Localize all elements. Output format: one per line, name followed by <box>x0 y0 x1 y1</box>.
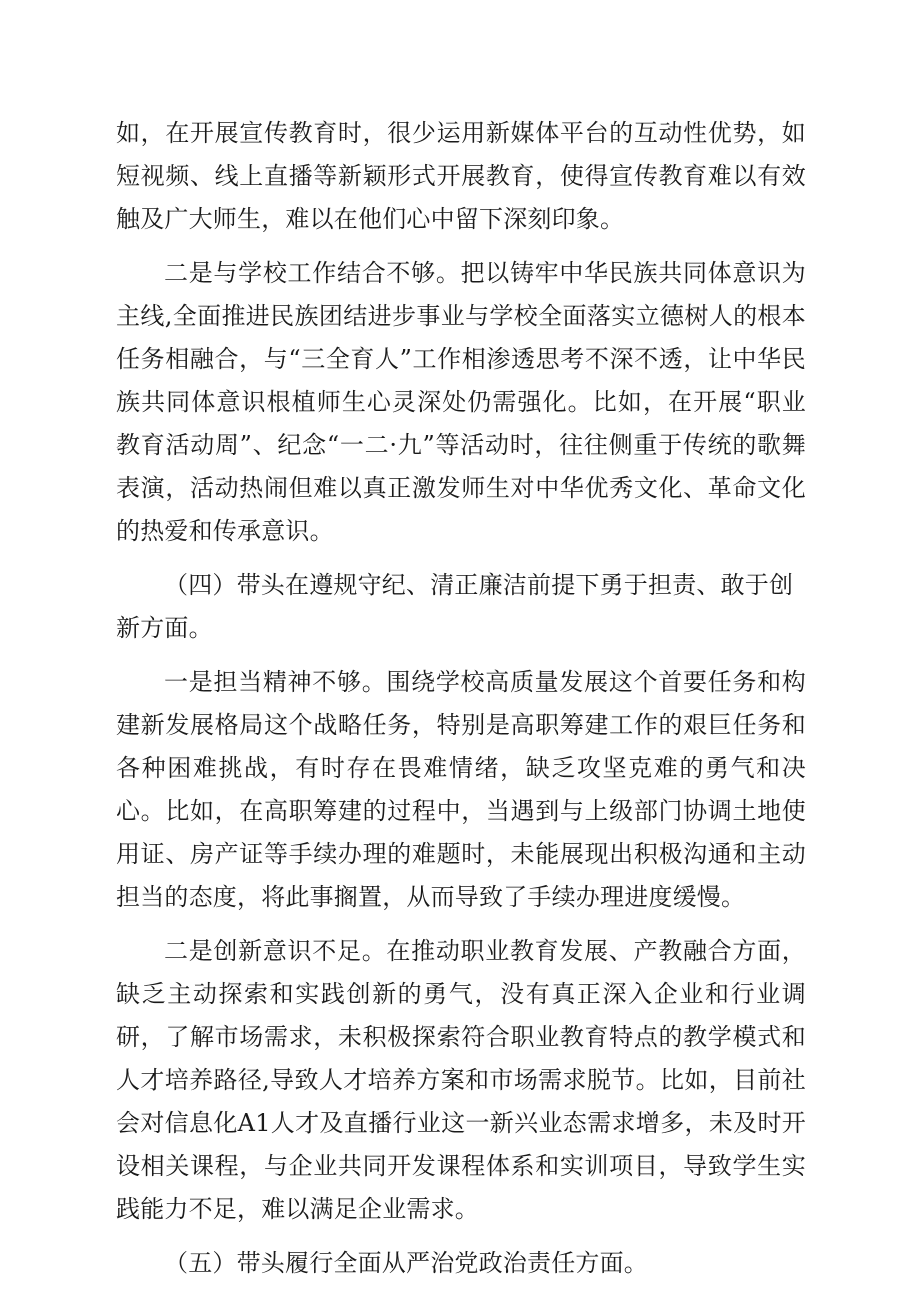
paragraph-responsibility-spirit: 一是担当精神不够。围绕学校高质量发展这个首要任务和构建新发展格局这个战略任务，特别是高职筹建工作的艰巨任务和各种困难挑战，有时存在畏难情绪，缺乏攻坚克难的勇气和决心。比如，在高职筹建的过程中，当遇到与上级部门协调土地使用证、房产证等手续办理的难题时，未能展现出积极沟通和主动担当的态度，将此事搁置，从而导致了手续办理进度缓慢。 <box>116 668 806 911</box>
document-body <box>116 112 806 1296</box>
paragraph-innovation-awareness: 二是创新意识不足。在推动职业教育发展、产教融合方面，缺乏主动探索和实践创新的勇气，没有真正深入企业和行业调研，了解市场需求，未积极探索符合职业教育特点的教学模式和人才培养路径,导致人才培养方案和市场需求脱节。比如，目前社会对信息化A1人才及直播行业这一新兴业态需求增多，未及时开设相关课程，与企业共同开发课程体系和实训项目，导致学生实践能力不足，难以满足企业需求。 <box>116 937 806 1223</box>
section-heading-five: （五）带头履行全面从严治党政治责任方面。 <box>164 1249 648 1277</box>
paragraph-continuation: 如，在开展宣传教育时，很少运用新媒体平台的互动性优势，如短视频、线上直播等新颖形式开展教育，使得宣传教育难以有效触及广大师生，难以在他们心中留下深刻印象。 <box>116 119 806 233</box>
paragraph-school-work-integration: 二是与学校工作结合不够。把以铸牢中华民族共同体意识为主线,全面推进民族团结进步事业与学校全面落实立德树人的根本任务相融合，与“三全育人”工作相渗透思考不深不透，让中华民族共同体意识根植师生心灵深处仍需强化。比如，在开展“职业教育活动周”、纪念“一二·九”等活动时，往往侧重于传统的歌舞表演，活动热闹但难以真正激发师生对中华优秀文化、革命文化的热爱和传承意识。 <box>116 259 806 545</box>
section-heading-four: （四）带头在遵规守纪、清正廉洁前提下勇于担责、敢于创新方面。 <box>116 571 794 642</box>
